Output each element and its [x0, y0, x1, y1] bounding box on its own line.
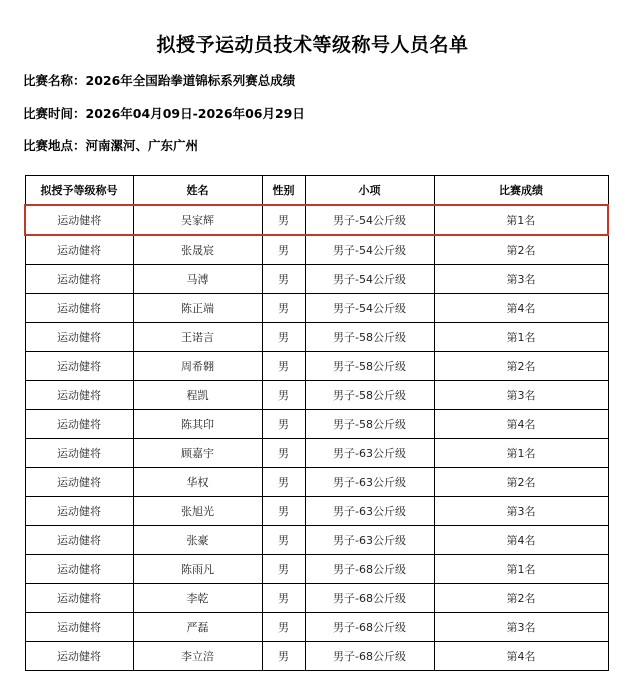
- table-row[interactable]: [25, 265, 608, 294]
- cell-gender: 男: [262, 381, 305, 410]
- cell-gender: 男: [262, 205, 305, 235]
- cell-title-level: 运动健将: [25, 410, 133, 439]
- cell-title-level: 运动健将: [25, 526, 133, 555]
- table-row[interactable]: [25, 410, 608, 439]
- cell-title-level: 运动健将: [25, 265, 133, 294]
- cell-title-level: 运动健将: [25, 584, 133, 613]
- cell-title-level: 运动健将: [25, 205, 133, 235]
- cell-name: 周希翱: [133, 352, 262, 381]
- cell-event: 男子-54公斤级: [305, 205, 434, 235]
- cell-event: 男子-58公斤级: [305, 410, 434, 439]
- competition-time-value: 2026年04月09日-2026年06月29日: [85, 106, 305, 121]
- cell-event: 男子-58公斤级: [305, 323, 434, 352]
- table-body: [25, 205, 608, 671]
- cell-gender: 男: [262, 613, 305, 642]
- cell-result: 第2名: [434, 584, 608, 613]
- table-row[interactable]: [25, 235, 608, 265]
- athlete-roster-table: [24, 175, 609, 671]
- cell-gender: 男: [262, 526, 305, 555]
- table-row[interactable]: [25, 497, 608, 526]
- cell-title-level: 运动健将: [25, 642, 133, 671]
- table-row[interactable]: [25, 205, 608, 235]
- cell-name: 华权: [133, 468, 262, 497]
- header-gender: 性别: [262, 176, 305, 206]
- cell-result: 第2名: [434, 468, 608, 497]
- table-row[interactable]: [25, 642, 608, 671]
- cell-name: 陈雨凡: [133, 555, 262, 584]
- cell-title-level: 运动健将: [25, 555, 133, 584]
- competition-name-label: 比赛名称：: [23, 73, 86, 88]
- page-title: 拟授予运动员技术等级称号人员名单: [156, 34, 469, 56]
- table-header-row: [25, 176, 608, 206]
- cell-title-level: 运动健将: [25, 497, 133, 526]
- cell-event: 男子-58公斤级: [305, 352, 434, 381]
- table-row[interactable]: [25, 584, 608, 613]
- table-row[interactable]: [25, 613, 608, 642]
- cell-result: 第3名: [434, 265, 608, 294]
- cell-event: 男子-63公斤级: [305, 439, 434, 468]
- cell-title-level: 运动健将: [25, 323, 133, 352]
- cell-result: 第2名: [434, 235, 608, 265]
- cell-gender: 男: [262, 497, 305, 526]
- cell-event: 男子-54公斤级: [305, 294, 434, 323]
- table-row[interactable]: [25, 555, 608, 584]
- cell-name: 李乾: [133, 584, 262, 613]
- cell-result: 第1名: [434, 205, 608, 235]
- competition-place-line: [23, 136, 198, 154]
- table-row[interactable]: [25, 294, 608, 323]
- header-title-level: 拟授予等级称号: [25, 176, 133, 206]
- table-row[interactable]: [25, 526, 608, 555]
- cell-event: 男子-68公斤级: [305, 642, 434, 671]
- cell-gender: 男: [262, 555, 305, 584]
- cell-name: 马溥: [133, 265, 262, 294]
- cell-event: 男子-63公斤级: [305, 468, 434, 497]
- cell-result: 第4名: [434, 642, 608, 671]
- cell-gender: 男: [262, 584, 305, 613]
- cell-name: 李立涪: [133, 642, 262, 671]
- competition-place-value: 河南漯河、广东广州: [85, 138, 199, 153]
- cell-name: 严磊: [133, 613, 262, 642]
- cell-result: 第4名: [434, 410, 608, 439]
- cell-event: 男子-68公斤级: [305, 584, 434, 613]
- cell-gender: 男: [262, 235, 305, 265]
- cell-event: 男子-63公斤级: [305, 497, 434, 526]
- header-name: 姓名: [133, 176, 262, 206]
- cell-gender: 男: [262, 323, 305, 352]
- cell-name: 张旭光: [133, 497, 262, 526]
- cell-title-level: 运动健将: [25, 352, 133, 381]
- cell-name: 陈正端: [133, 294, 262, 323]
- cell-title-level: 运动健将: [25, 294, 133, 323]
- cell-title-level: 运动健将: [25, 468, 133, 497]
- cell-result: 第4名: [434, 294, 608, 323]
- cell-name: 张晟宸: [133, 235, 262, 265]
- cell-event: 男子-63公斤级: [305, 526, 434, 555]
- cell-event: 男子-54公斤级: [305, 265, 434, 294]
- cell-title-level: 运动健将: [25, 381, 133, 410]
- cell-result: 第4名: [434, 526, 608, 555]
- cell-event: 男子-58公斤级: [305, 381, 434, 410]
- table-row[interactable]: [25, 352, 608, 381]
- cell-name: 程凯: [133, 381, 262, 410]
- cell-title-level: 运动健将: [25, 235, 133, 265]
- table-row[interactable]: [25, 323, 608, 352]
- cell-result: 第1名: [434, 439, 608, 468]
- cell-name: 吴家辉: [133, 205, 262, 235]
- competition-place-label: 比赛地点：: [23, 138, 86, 153]
- competition-time-line: [23, 104, 305, 122]
- cell-gender: 男: [262, 352, 305, 381]
- cell-title-level: 运动健将: [25, 439, 133, 468]
- cell-event: 男子-54公斤级: [305, 235, 434, 265]
- competition-time-label: 比赛时间：: [23, 106, 86, 121]
- cell-gender: 男: [262, 294, 305, 323]
- table-row[interactable]: [25, 439, 608, 468]
- cell-name: 陈其印: [133, 410, 262, 439]
- cell-gender: 男: [262, 439, 305, 468]
- competition-name-line: [23, 71, 295, 89]
- cell-result: 第1名: [434, 555, 608, 584]
- cell-gender: 男: [262, 410, 305, 439]
- cell-result: 第3名: [434, 381, 608, 410]
- cell-gender: 男: [262, 265, 305, 294]
- table-row[interactable]: [25, 468, 608, 497]
- cell-result: 第2名: [434, 352, 608, 381]
- cell-name: 张豪: [133, 526, 262, 555]
- header-event: 小项: [305, 176, 434, 206]
- cell-gender: 男: [262, 468, 305, 497]
- header-result: 比赛成绩: [434, 176, 608, 206]
- cell-name: 顾嘉宇: [133, 439, 262, 468]
- cell-result: 第1名: [434, 323, 608, 352]
- cell-name: 王诺言: [133, 323, 262, 352]
- cell-gender: 男: [262, 642, 305, 671]
- competition-name-value: 2026年全国跆拳道锦标系列赛总成绩: [85, 73, 296, 88]
- cell-event: 男子-68公斤级: [305, 555, 434, 584]
- cell-result: 第3名: [434, 613, 608, 642]
- cell-event: 男子-68公斤级: [305, 613, 434, 642]
- cell-title-level: 运动健将: [25, 613, 133, 642]
- table-row[interactable]: [25, 381, 608, 410]
- cell-result: 第3名: [434, 497, 608, 526]
